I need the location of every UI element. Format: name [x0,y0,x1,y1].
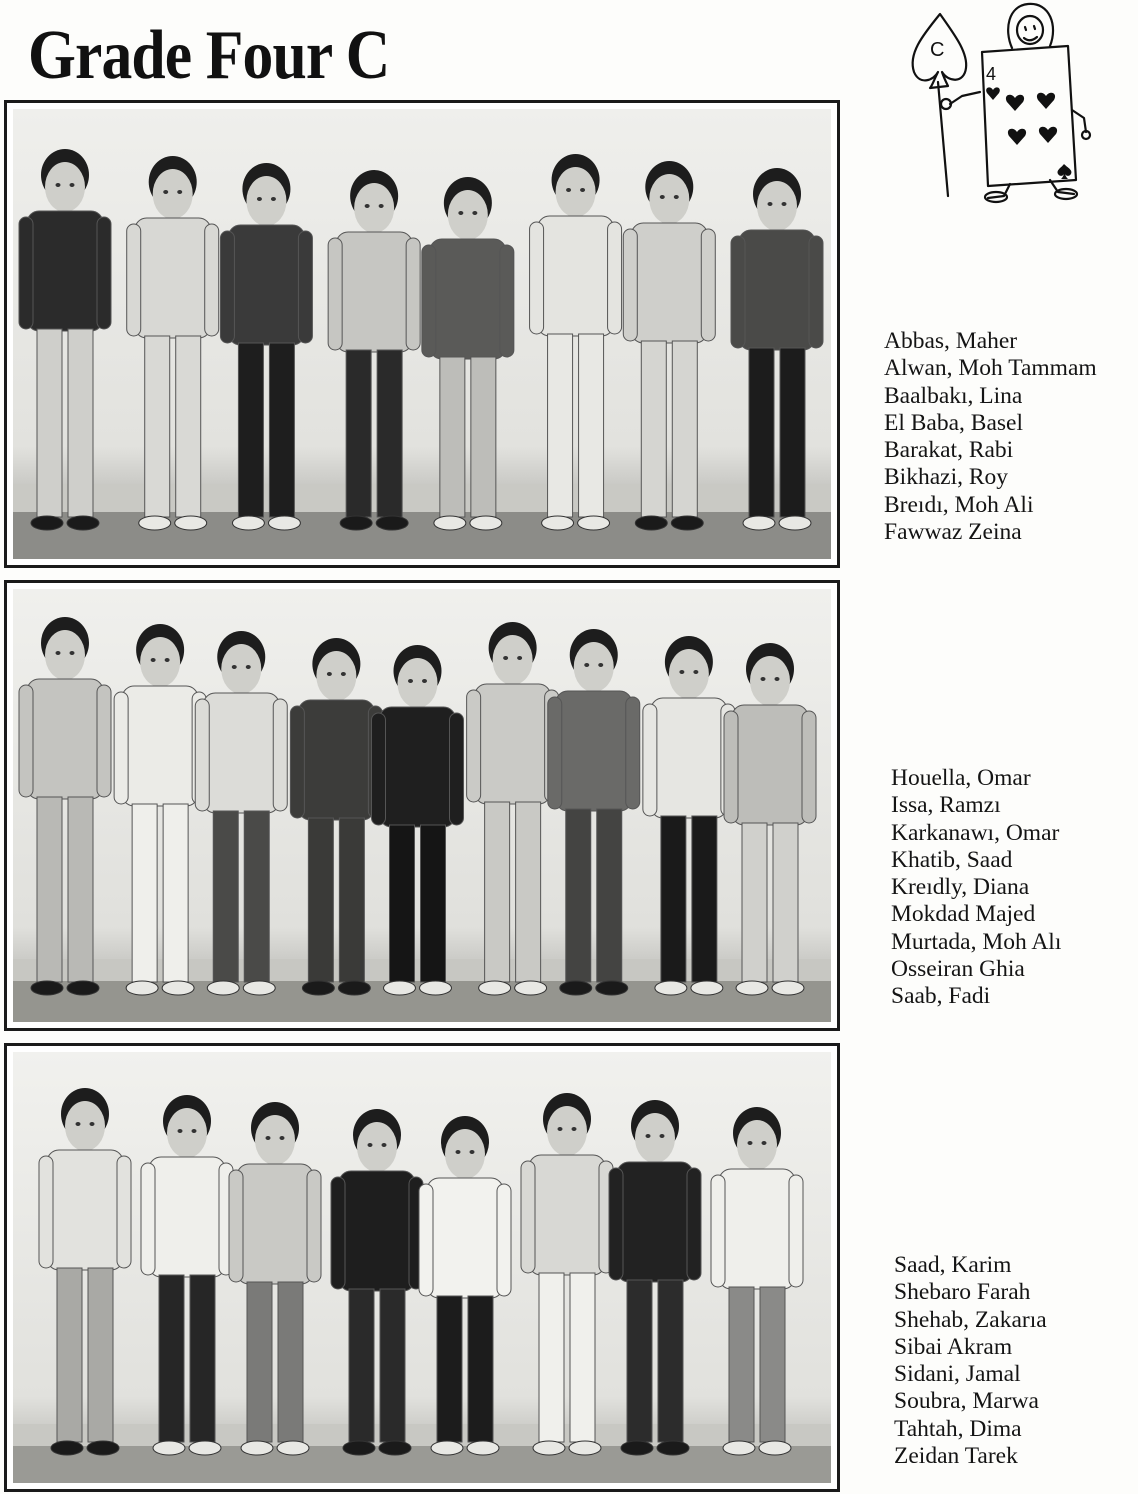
class-photo-group-2 [4,580,840,1031]
student-name: Issa, Ramzı [891,792,1001,819]
class-photo-group-3 [4,1043,840,1492]
student-name: Shebaro Farah [894,1279,1031,1306]
students-photo-2 [13,589,831,1022]
student-name: Barakat, Rabi [884,437,1014,464]
student-name: Mokdad Majed [891,901,1036,928]
student-name: Bikhazi, Roy [884,464,1009,491]
student-name: Osseiran Ghia [891,956,1025,983]
class-photo-group-1 [4,100,840,568]
student-name: Baalbakı, Lina [884,382,1023,409]
student-name: Saad, Karim [894,1252,1012,1278]
student-name: Soubra, Marwa [894,1388,1039,1415]
student-name: Karkanawı, Omar [891,819,1060,846]
name-list-group-2 [891,765,1061,1011]
student-name: Tahtah, Dima [894,1415,1022,1442]
student-name: Sidani, Jamal [894,1361,1021,1388]
name-list-group-3 [894,1252,1047,1470]
student-name: Shehab, Zakarıa [894,1306,1047,1333]
student-name: Zeidan Tarek [894,1443,1018,1470]
student-name: Abbas, Maher [884,328,1018,354]
student-name: El Baba, Basel [884,409,1024,436]
students-photo-1 [13,109,831,559]
student-name: Kreıdly, Diana [891,874,1030,901]
student-name: Alwan, Moh Tammam [884,355,1097,382]
card-number: 4 [986,64,997,84]
student-name: Fawwaz Zeina [884,519,1022,546]
students-photo-3 [13,1052,831,1483]
page-title: Grade Four C [28,17,390,94]
student-name: Khatib, Saad [891,846,1013,873]
name-list-group-1 [884,328,1097,546]
shield-letter: C [930,39,945,61]
playing-card-guard-icon [900,0,1100,205]
student-name: Sibai Akram [894,1333,1013,1360]
student-name: Saab, Fadi [891,983,991,1010]
student-name: Houella, Omar [891,765,1031,791]
student-name: Murtada, Moh Alı [891,928,1062,955]
student-name: Breıdı, Moh Ali [884,491,1034,518]
